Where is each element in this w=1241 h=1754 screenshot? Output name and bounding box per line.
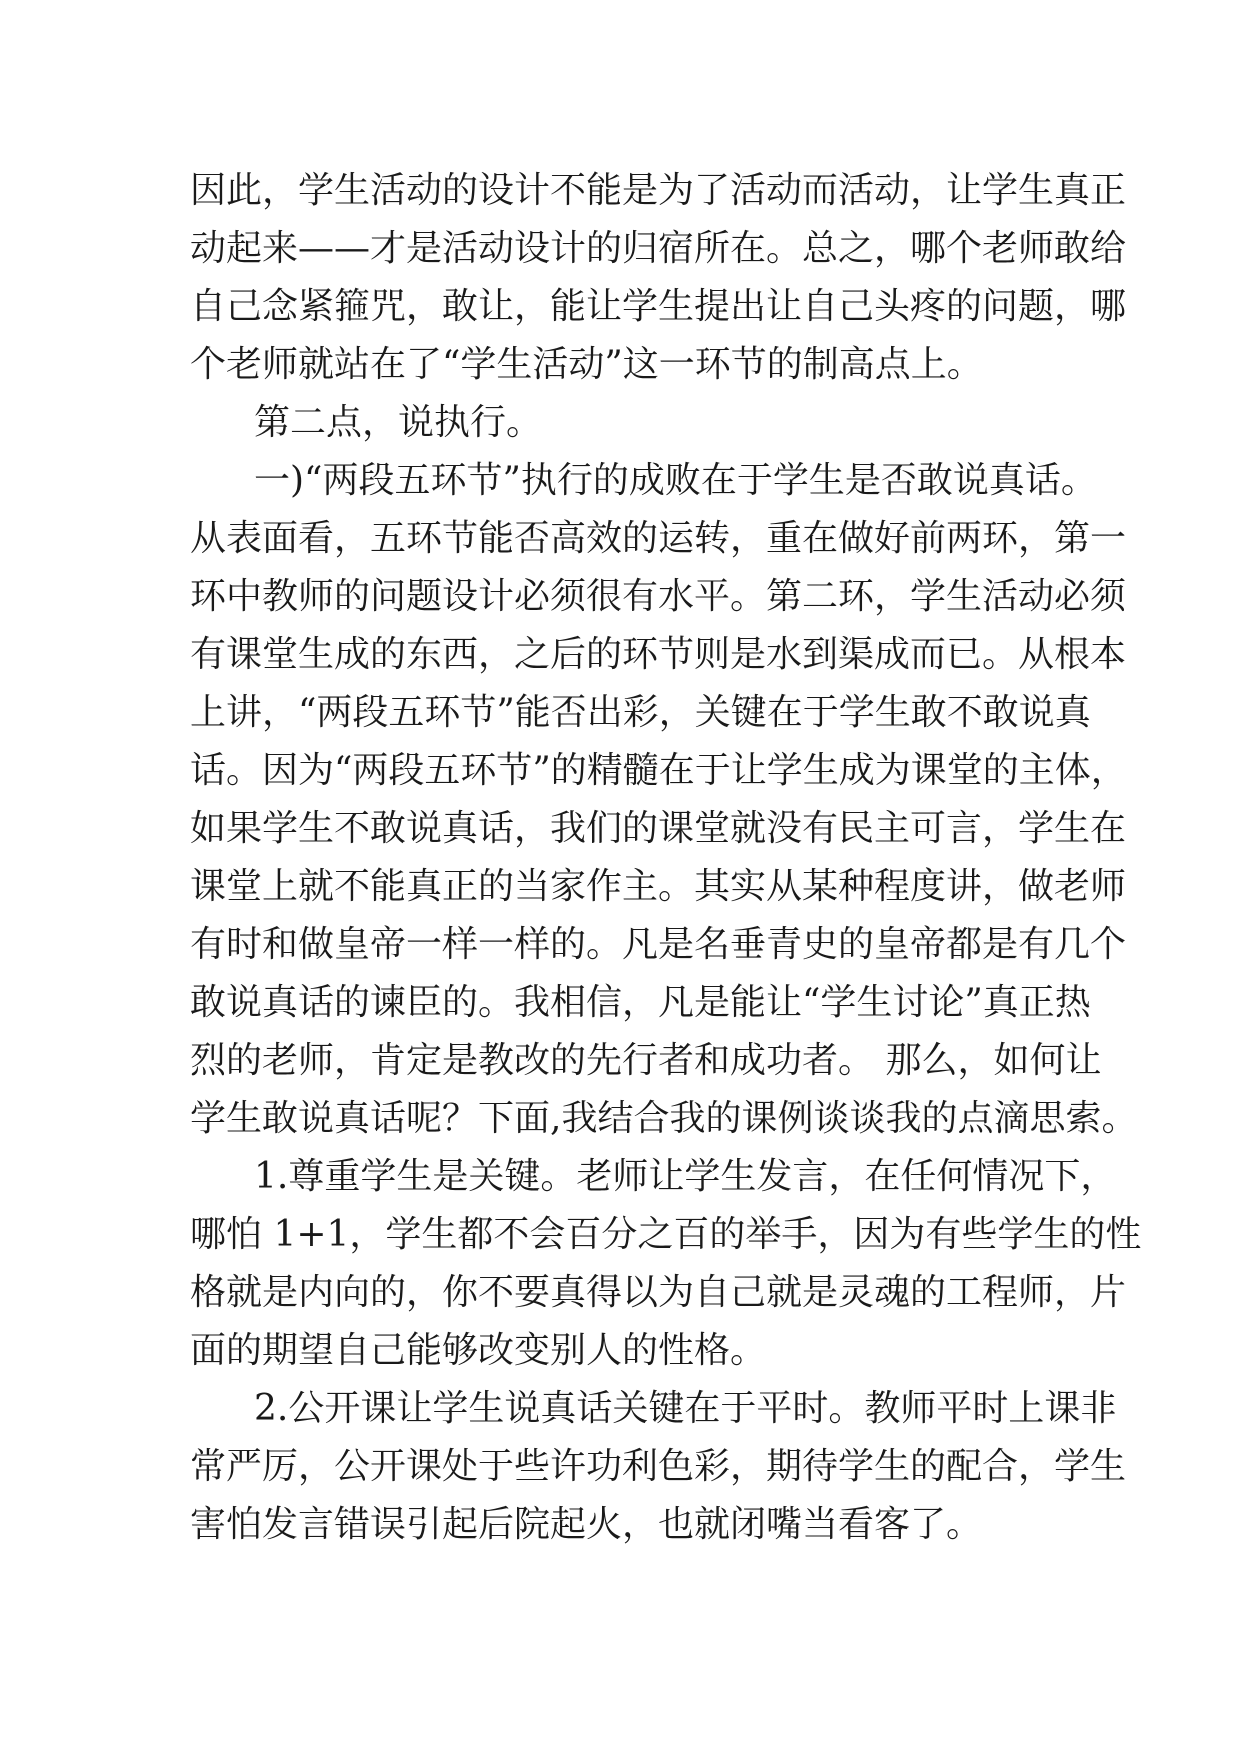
text-line: 从表面看，五环节能否高效的运转，重在做好前两环，第一 [190,518,1127,559]
text-line: 如果学生不敢说真话，我们的课堂就没有民主可言，学生在 [190,808,1127,849]
text-line: 个老师就站在了“学生活动”这一环节的制高点上。 [190,344,983,385]
text-line: 敢说真话的谏臣的。我相信，凡是能让“学生讨论”真正热 [190,982,1091,1023]
section-heading: 第二点，说执行。 [254,402,543,443]
document-body [190,162,1142,1554]
text-line: 因此，学生活动的设计不能是为了活动而活动，让学生真正 [190,170,1127,211]
text-line: 学生敢说真话呢？下面,我结合我的课例谈谈我的点滴思索。 [190,1098,1138,1139]
text-line: 常严厉，公开课处于些许功利色彩，期待学生的配合，学生 [190,1446,1127,1487]
text-line: 上讲，“两段五环节”能否出彩，关键在于学生敢不敢说真 [190,692,1091,733]
text-line: 害怕发言错误引起后院起火，也就闭嘴当看客了。 [190,1504,983,1545]
text-line: 面的期望自己能够改变别人的性格。 [190,1330,767,1371]
text-line: 格就是内向的，你不要真得以为自己就是灵魂的工程师，片 [190,1272,1127,1313]
text-line: 自己念紧箍咒，敢让，能让学生提出让自己头疼的问题，哪 [190,286,1127,327]
numbered-point-1: 1.尊重学生是关键。老师让学生发言，在任何情况下， [254,1156,1117,1197]
subsection-heading: 一)“两段五环节”执行的成败在于学生是否敢说真话。 [254,460,1097,501]
text-line: 哪怕 1+1，学生都不会百分之百的举手，因为有些学生的性 [190,1214,1142,1255]
text-line: 有时和做皇帝一样一样的。凡是名垂青史的皇帝都是有几个 [190,924,1127,965]
text-line: 环中教师的问题设计必须很有水平。第二环，学生活动必须 [190,576,1127,617]
numbered-point-2: 2.公开课让学生说真话关键在于平时。教师平时上课非 [254,1388,1117,1429]
text-line: 有课堂生成的东西，之后的环节则是水到渠成而已。从根本 [190,634,1127,675]
text-line: 话。因为“两段五环节”的精髓在于让学生成为课堂的主体， [190,750,1127,791]
text-line: 课堂上就不能真正的当家作主。其实从某种程度讲，做老师 [190,866,1127,907]
text-line: 动起来——才是活动设计的归宿所在。总之，哪个老师敢给 [190,228,1127,269]
text-line: 烈的老师，肯定是教改的先行者和成功者。 那么，如何让 [190,1040,1102,1081]
